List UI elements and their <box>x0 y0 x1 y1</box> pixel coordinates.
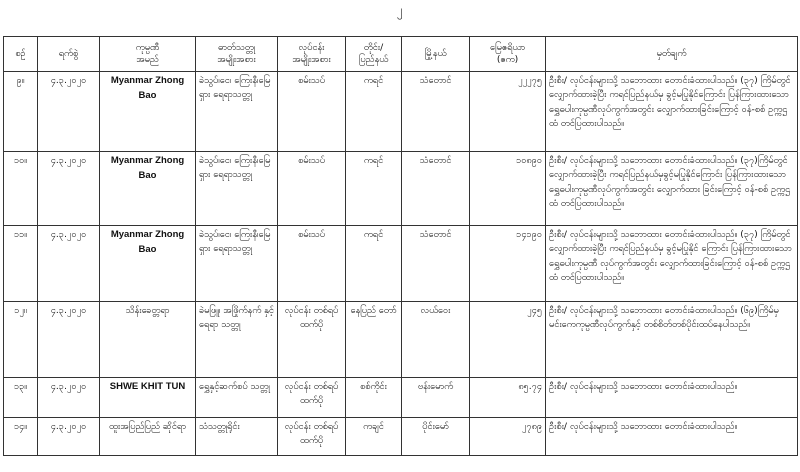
cell-area: ၁၀၈၉၀ <box>470 152 546 226</box>
cell-work-type: စမ်းသပ် <box>278 152 346 226</box>
cell-work-type: လုပ်ငန်း တစ်ရပ်ထက်ပို <box>278 378 346 418</box>
table-row <box>4 152 798 226</box>
cell-mineral-type: ခဲသွပ်၊ငေ၊ ကြေးနီ၊မြေရှား ရေရာသတ္တု <box>196 152 278 226</box>
col-header-company: ကုမ္ပဏီ အမည် <box>100 37 196 72</box>
col-header-date: ရက်စွဲ <box>38 37 100 72</box>
cell-mineral-type: ခဲသွပ်၊ငေ၊ ကြေးနီ၊မြေရှား ရေရာသတ္တု <box>196 72 278 152</box>
table-row <box>4 378 798 418</box>
table-row <box>4 72 798 152</box>
cell-work-type: လုပ်ငန်း တစ်ရပ်ထက်ပို <box>278 418 346 456</box>
cell-date: ၄.၃.၂၀၂၀ <box>38 418 100 456</box>
cell-no: ၁၃။ <box>4 378 38 418</box>
cell-work-type: စမ်းသပ် <box>278 226 346 302</box>
cell-remark: ဦးစီး/ လုပ်ငန်းများသို့ သဘောထား တောင်းခံထားပါသည်။ (၃၇)ကြိမ်တွင် လျှောက်ထားခဲ့ပြီး ကရင်ပြည်နယ်မှခွင့်မပြုနိုင်ကြောင်း ပြန်ကြားထားသော ရွှေဓပါးကုမ္ပဏီလုပ်ကွက်အတွင်း လျှောက်ထား ခြင်းကြောင့် ဝန်-စစ် ဥက္ကဌထံ တင်ပြထားပါသည်။ <box>546 152 798 226</box>
cell-region: ကရင် <box>346 226 402 302</box>
cell-remark: ဦးစီး/ လုပ်ငန်းများသို့ သဘောထား တောင်းခံထားပါသည်။ (၃၇) ကြိမ်တွင် လျှောက်ထားခဲ့ပြီး ကရင်ပြည်နယ်မှ ခွင့်မပြုနိုင်ကြောင်း ပြန်ကြားထားသော ရွှေဓပါးကုမ္ပဏီလုပ်ကွက်အတွင်း လျှောက်ထားခြင်းကြောင့် ဝန်-စစ် ဥက္ကဌထံ တင်ပြထားပါသည်။ <box>546 72 798 152</box>
cell-no: ၉။ <box>4 72 38 152</box>
cell-date: ၄.၃.၂၀၂၀ <box>38 226 100 302</box>
cell-mineral-type: သံသတ္တုရိုင်း <box>196 418 278 456</box>
table-row <box>4 226 798 302</box>
cell-region: ကရင် <box>346 72 402 152</box>
cell-remark: ဦးစီး/ လုပ်ငန်းများသို့ သဘောထား တောင်းခံထားပါသည်။ <box>546 378 798 418</box>
col-header-mineral-type: ဓာတ်သတ္တု အမျိုးအစား <box>196 37 278 72</box>
cell-township: ပိုင်းမော် <box>402 418 470 456</box>
col-header-work-type: လုပ်ငန်း အမျိုးအစား <box>278 37 346 72</box>
cell-no: ၁၄။ <box>4 418 38 456</box>
cell-work-type: လုပ်ငန်း တစ်ရပ်ထက်ပို <box>278 302 346 378</box>
table-header-row <box>4 37 798 72</box>
cell-mineral-type: ရွှေနှင့်ဆက်စပ် သတ္တု <box>196 378 278 418</box>
license-applications-table <box>3 36 798 456</box>
cell-no: ၁၀။ <box>4 152 38 226</box>
cell-work-type: စမ်းသပ် <box>278 72 346 152</box>
cell-company: Myanmar Zhong Bao <box>100 72 196 152</box>
cell-company: သိန်းခေတ္တရာ <box>100 302 196 378</box>
cell-company: Myanmar Zhong Bao <box>100 152 196 226</box>
cell-company: SHWE KHIT TUN <box>100 378 196 418</box>
cell-date: ၄.၃.၂၀၂၀ <box>38 72 100 152</box>
col-header-township: မြို့နယ် <box>402 37 470 72</box>
col-header-region: တိုင်း/ ပြည်နယ် <box>346 37 402 72</box>
cell-area: ၂၂၂၇၅ <box>470 72 546 152</box>
cell-remark: ဦးစီး/ လုပ်ငန်းများသို့ သဘောထား တောင်းခံထားပါသည်။ (၆၉)ကြိမ်မှ မင်းကေကုမ္ပဏီလုပ်ကွက်နှင့် တစ်စိတ်တစ်ပိုင်းထပ်နေပါသည်။ <box>546 302 798 378</box>
cell-township: သံတောင် <box>402 226 470 302</box>
cell-mineral-type: ခဲသွပ်၊ငေ၊ ကြေးနီ၊မြေရှား ရေရာသတ္တု <box>196 226 278 302</box>
table-row <box>4 302 798 378</box>
cell-township: သံတောင် <box>402 72 470 152</box>
cell-area: ၁၄၁၉၀ <box>470 226 546 302</box>
cell-township: သံတောင် <box>402 152 470 226</box>
cell-company: Myanmar Zhong Bao <box>100 226 196 302</box>
col-header-remark: မှတ်ချက် <box>546 37 798 72</box>
cell-date: ၄.၃.၂၀၂၀ <box>38 302 100 378</box>
cell-region: စစ်ကိုင်း <box>346 378 402 418</box>
cell-no: ၁၂။ <box>4 302 38 378</box>
cell-mineral-type: ခဲမဖြူ၊ အဖြိုက်နက် နှင့်ရေရာ သတ္တု <box>196 302 278 378</box>
page-number: ၂ <box>397 3 403 17</box>
cell-region: နေပြည် တော် <box>346 302 402 378</box>
cell-area: ၂၄၅ <box>470 302 546 378</box>
cell-township: ဗန်းမောက် <box>402 378 470 418</box>
cell-date: ၄.၃.၂၀၂၀ <box>38 378 100 418</box>
cell-company: ထူးအပြည်ပြည် ဆိုင်ရာ <box>100 418 196 456</box>
cell-date: ၄.၃.၂၀၂၀ <box>38 152 100 226</box>
cell-area: ၂၇၈၉ <box>470 418 546 456</box>
cell-no: ၁၁။ <box>4 226 38 302</box>
cell-township: လယ်ဝေး <box>402 302 470 378</box>
cell-region: ကရင် <box>346 152 402 226</box>
cell-remark: ဦးစီး/ လုပ်ငန်းများသို့ သဘောထား တောင်းခံထားပါသည်။ (၃၇) ကြိမ်တွင် လျှောက်ထားခဲ့ပြီး ကရင်ပြည်နယ်မှ ခွင့်မပြုနိုင် ကြောင်း ပြန်ကြားထားသော ရွှေဓပါးကုမ္ပဏီ လုပ်ကွက်အတွင်း လျှောက်ထားခြင်းကြောင့် ဝန်-စစ် ဥက္ကဌထံ တင်ပြထားပါသည်။ <box>546 226 798 302</box>
col-header-area: မြေဧရိယာ (ဧက) <box>470 37 546 72</box>
col-header-no: စဉ် <box>4 37 38 72</box>
cell-area: ၈၅.၇၄ <box>470 378 546 418</box>
cell-remark: ဦးစီး/ လုပ်ငန်းများသို့ သဘောထား တောင်းခံထားပါသည်။ <box>546 418 798 456</box>
table-row <box>4 418 798 456</box>
cell-region: ကချင် <box>346 418 402 456</box>
